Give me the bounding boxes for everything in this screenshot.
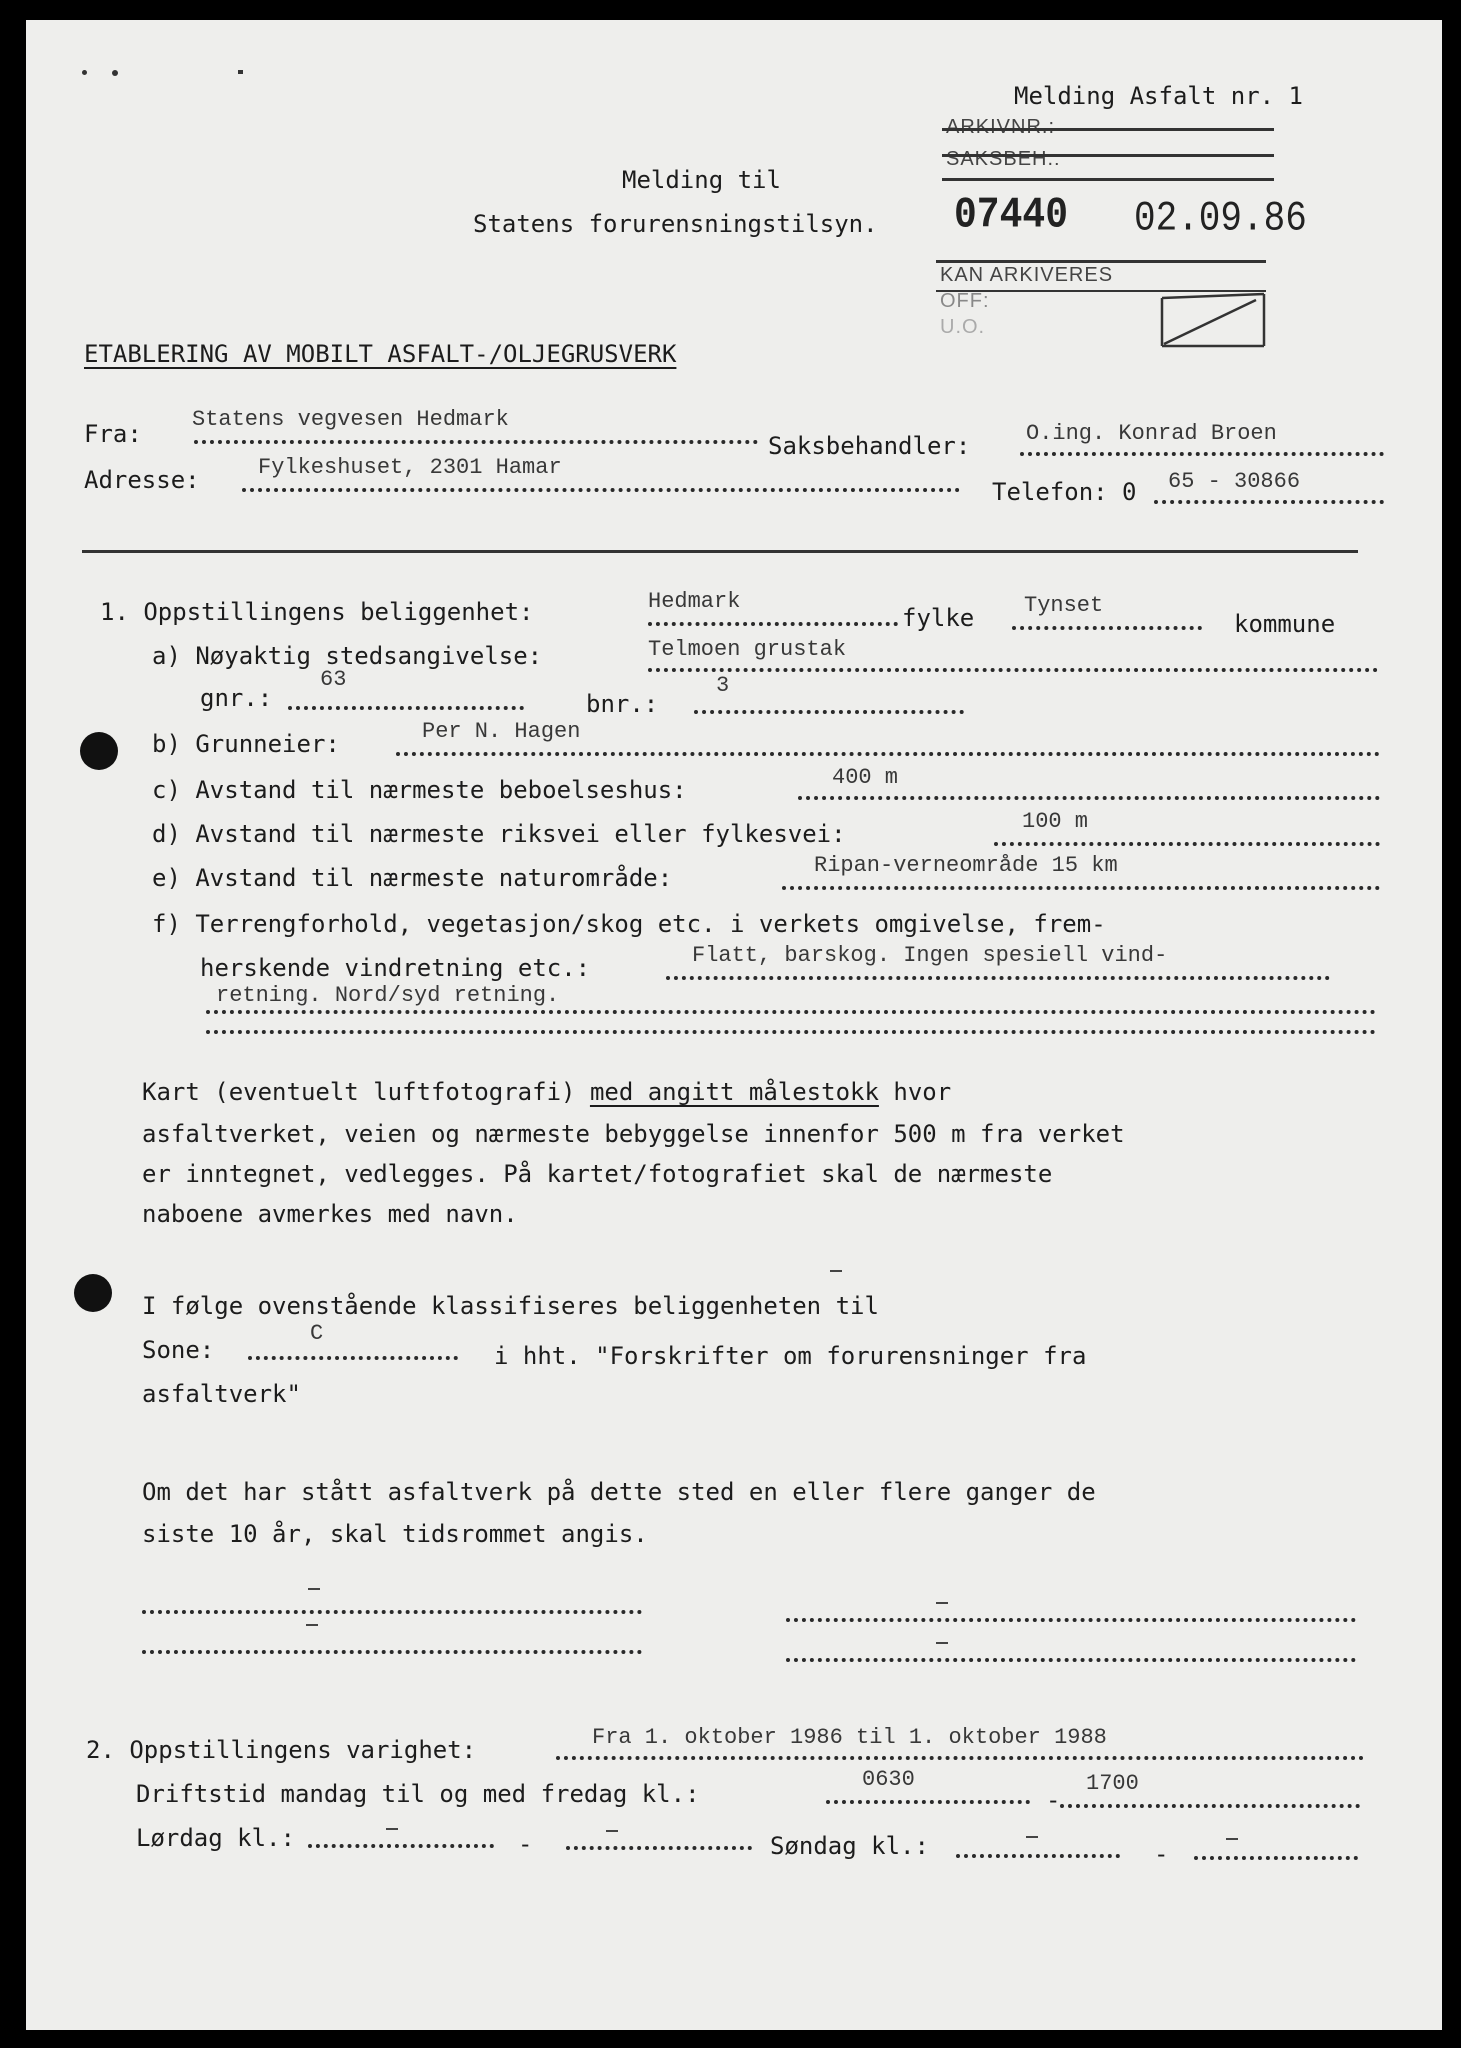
sondag-label: Søndag kl.: [770, 1832, 929, 1860]
item-c-label: c) Avstand til nærmeste beboelseshus: [152, 776, 687, 804]
driftstid-from-dotted-field [826, 1800, 1030, 1804]
stamp-line [942, 128, 1274, 131]
fylke-dotted-field [648, 622, 898, 626]
item-f-label-line2: herskende vindretning etc.: [200, 954, 591, 982]
lordag-separator: - [518, 1830, 533, 1858]
section2-label: 2. Oppstillingens varighet: [86, 1736, 477, 1764]
stray-mark [936, 1642, 948, 1644]
lordag-label: Lørdag kl.: [136, 1824, 295, 1852]
item-e-dotted-field [782, 886, 1380, 890]
fra-dotted-field [194, 440, 758, 444]
lordag-to-dotted-field [566, 1846, 752, 1850]
margin-punch-hole [74, 1274, 112, 1312]
fylke-label: fylke [902, 604, 975, 632]
stamp-line [936, 260, 1266, 263]
adresse-dotted-field [242, 488, 960, 492]
stamp-checkbox-mark [1156, 292, 1266, 352]
item-d-dotted-field [994, 842, 1380, 846]
driftstid-separator: - [1046, 1786, 1061, 1814]
driftstid-label: Driftstid mandag til og med fredag kl.: [136, 1780, 700, 1808]
stray-mark [386, 1828, 398, 1830]
scan-speck [112, 70, 118, 76]
adresse-value: Fylkeshuset, 2301 Hamar [258, 455, 562, 480]
kart-text: hvor [878, 1078, 952, 1106]
item-c-value: 400 m [832, 765, 899, 790]
sone-line-1: I følge ovenstående klassifiseres beliggenheten til [142, 1292, 879, 1320]
gnr-dotted-field [288, 706, 524, 710]
gnr-value: 63 [320, 667, 347, 692]
driftstid-to-dotted-field [1060, 1804, 1360, 1808]
kart-line-1 [142, 1078, 951, 1106]
item-e-label: e) Avstand til nærmeste naturområde: [152, 864, 673, 892]
history-dotted-field-left-2 [142, 1650, 642, 1654]
item-a-label: a) Nøyaktig stedsangivelse: [152, 642, 543, 670]
item-e-value: Ripan-verneområde 15 km [814, 853, 1118, 878]
item-f-dotted-field-3 [206, 1030, 1376, 1034]
kart-line-3: er inntegnet, vedlegges. På kartet/fotografiet skal de nærmeste [142, 1160, 1053, 1188]
kommune-label: kommune [1234, 610, 1336, 638]
kart-line-4: naboene avmerkes med navn. [142, 1200, 518, 1228]
driftstid-from: 0630 [862, 1767, 915, 1792]
adresse-label: Adresse: [84, 466, 200, 494]
item-a-dotted-field [648, 668, 1378, 672]
item-b-value: Per N. Hagen [422, 719, 581, 744]
stamp-date: 02.09.86 [1134, 194, 1307, 243]
kommune-dotted-field [1012, 626, 1202, 630]
lordag-from-dotted-field [308, 1844, 494, 1848]
saksbehandler-label: Saksbehandler: [768, 432, 971, 460]
stray-mark [306, 1624, 318, 1626]
kart-underlined-text: med angitt målestokk [589, 1078, 879, 1106]
title-line-1: Melding til [622, 166, 781, 194]
kart-text: Kart (eventuelt luftfotografi) [142, 1078, 590, 1106]
saksbehandler-dotted-field [1020, 452, 1384, 456]
form-heading: ETABLERING AV MOBILT ASFALT-/OLJEGRUSVERK [84, 340, 677, 368]
stamp-kan-arkiveres: KAN ARKIVERES [940, 264, 1114, 286]
kart-line-2: asfaltverket, veien og nærmeste bebyggelse innenfor 500 m fra verket [142, 1120, 1125, 1148]
stamp-journal-number: 07440 [954, 190, 1069, 241]
history-line-2: siste 10 år, skal tidsrommet angis. [142, 1520, 648, 1548]
sondag-separator: - [1154, 1840, 1169, 1868]
sone-line-2: i hht. "Forskrifter om forurensninger fra [494, 1342, 1087, 1370]
fylke-value: Hedmark [648, 589, 741, 614]
sone-label: Sone: [142, 1336, 215, 1364]
item-f-value-line2: retning. Nord/syd retning. [216, 983, 560, 1008]
scan-speck [82, 70, 87, 75]
section1-label: 1. Oppstillingens beliggenhet: [100, 598, 534, 626]
bnr-label: bnr.: [586, 690, 659, 718]
stamp-saksbeh-label: SAKSBEH.: [946, 148, 1061, 170]
item-f-dotted-field-2 [206, 1010, 1376, 1014]
section-divider [82, 550, 1358, 553]
stamp-arkivnr-label: ARKIVNR.: [946, 116, 1056, 138]
item-b-dotted-field [396, 752, 1380, 756]
history-dotted-field-left-1 [142, 1610, 642, 1614]
item-f-label-line1: f) Terrengforhold, vegetasjon/skog etc. i verkets omgivelse, frem- [152, 910, 1106, 938]
item-c-dotted-field [798, 796, 1380, 800]
sone-line-3: asfaltverk" [142, 1380, 301, 1408]
fra-value: Statens vegvesen Hedmark [192, 407, 509, 432]
history-dotted-field-right-2 [786, 1658, 1356, 1662]
gnr-label: gnr.: [200, 684, 273, 712]
stamp-line [942, 178, 1274, 181]
stray-mark [1226, 1838, 1238, 1840]
title-line-2: Statens forurensningstilsyn. [473, 210, 878, 238]
kommune-value: Tynset [1024, 593, 1104, 618]
item-f-value-line1: Flatt, barskog. Ingen spesiell vind- [692, 943, 1168, 968]
stray-mark [308, 1588, 320, 1590]
stamp-uo-label: U.O. [940, 316, 986, 338]
item-f-dotted-field-1 [666, 976, 1330, 980]
stray-mark [606, 1830, 618, 1832]
sondag-to-dotted-field [1194, 1856, 1358, 1860]
driftstid-to: 1700 [1086, 1771, 1139, 1796]
stray-mark [1026, 1836, 1038, 1838]
telefon-label: Telefon: 0 [992, 478, 1137, 506]
sone-value: C [310, 1321, 324, 1346]
telefon-dotted-field [1154, 500, 1384, 504]
item-b-label: b) Grunneier: [152, 730, 340, 758]
margin-punch-hole [80, 732, 118, 770]
saksbehandler-value: O.ing. Konrad Broen [1026, 421, 1277, 446]
sone-dotted-field [248, 1356, 458, 1360]
history-dotted-field-right-1 [786, 1618, 1356, 1622]
scan-speck [238, 70, 243, 74]
history-line-1: Om det har stått asfaltverk på dette sted en eller flere ganger de [142, 1478, 1096, 1506]
sondag-from-dotted-field [956, 1854, 1120, 1858]
telefon-value: 65 - 30866 [1168, 469, 1301, 494]
fra-label: Fra: [84, 420, 142, 448]
stray-mark [936, 1602, 948, 1604]
document-reference: Melding Asfalt nr. 1 [1014, 82, 1303, 110]
stamp-line [942, 154, 1274, 157]
item-d-value: 100 m [1022, 809, 1089, 834]
stray-mark [830, 1270, 842, 1272]
bnr-dotted-field [694, 710, 964, 714]
item-d-label: d) Avstand til nærmeste riksvei eller fylkesvei: [152, 820, 846, 848]
varighet-dotted-field [556, 1756, 1364, 1760]
bnr-value: 3 [716, 673, 730, 698]
document-page [26, 20, 1442, 2030]
varighet-value: Fra 1. oktober 1986 til 1. oktober 1988 [592, 1725, 1107, 1750]
item-a-value: Telmoen grustak [648, 637, 847, 662]
stamp-off-label: OFF: [940, 290, 990, 312]
